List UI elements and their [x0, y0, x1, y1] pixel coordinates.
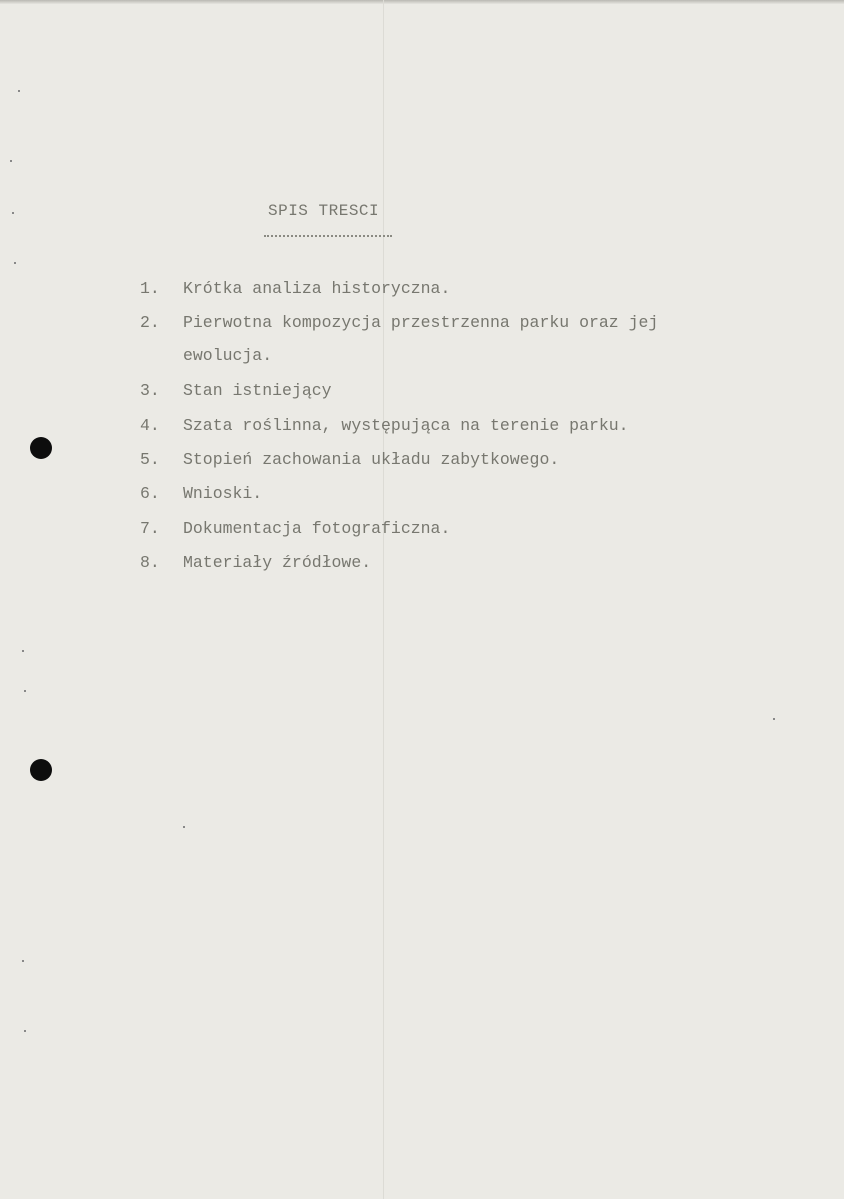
speck [22, 960, 24, 962]
toc-text: Krótka analiza historyczna. [183, 279, 451, 298]
toc-text: Stan istniejący [183, 381, 332, 400]
toc-number: 4. [140, 416, 160, 435]
toc-text: Wnioski. [183, 484, 263, 503]
toc-text: Pierwotna kompozycja przestrzenna parku oraz jej [183, 313, 659, 332]
toc-number: 3. [140, 381, 160, 400]
punch-hole [30, 759, 52, 781]
speck [22, 650, 24, 652]
speck [773, 718, 775, 720]
toc-number: 7. [140, 519, 160, 538]
speck [183, 826, 185, 828]
speck [24, 1030, 26, 1032]
speck [18, 90, 20, 92]
title-underline [264, 235, 392, 237]
paper-fold-line [383, 0, 384, 1199]
toc-number: 8. [140, 553, 160, 572]
toc-text: ewolucja. [183, 346, 273, 365]
toc-text: Szata roślinna, występująca na terenie parku. [183, 416, 629, 435]
toc-number: 5. [140, 450, 160, 469]
speck [12, 212, 14, 214]
toc-text: Dokumentacja fotograficzna. [183, 519, 451, 538]
toc-text: Materiały źródłowe. [183, 553, 372, 572]
page-title: SPIS TRESCI [268, 202, 380, 220]
page-top-edge [0, 0, 844, 4]
toc-number: 2. [140, 313, 160, 332]
toc-number: 1. [140, 279, 160, 298]
toc-number: 6. [140, 484, 160, 503]
punch-hole [30, 437, 52, 459]
speck [10, 160, 12, 162]
speck [14, 262, 16, 264]
speck [24, 690, 26, 692]
toc-text: Stopień zachowania układu zabytkowego. [183, 450, 560, 469]
